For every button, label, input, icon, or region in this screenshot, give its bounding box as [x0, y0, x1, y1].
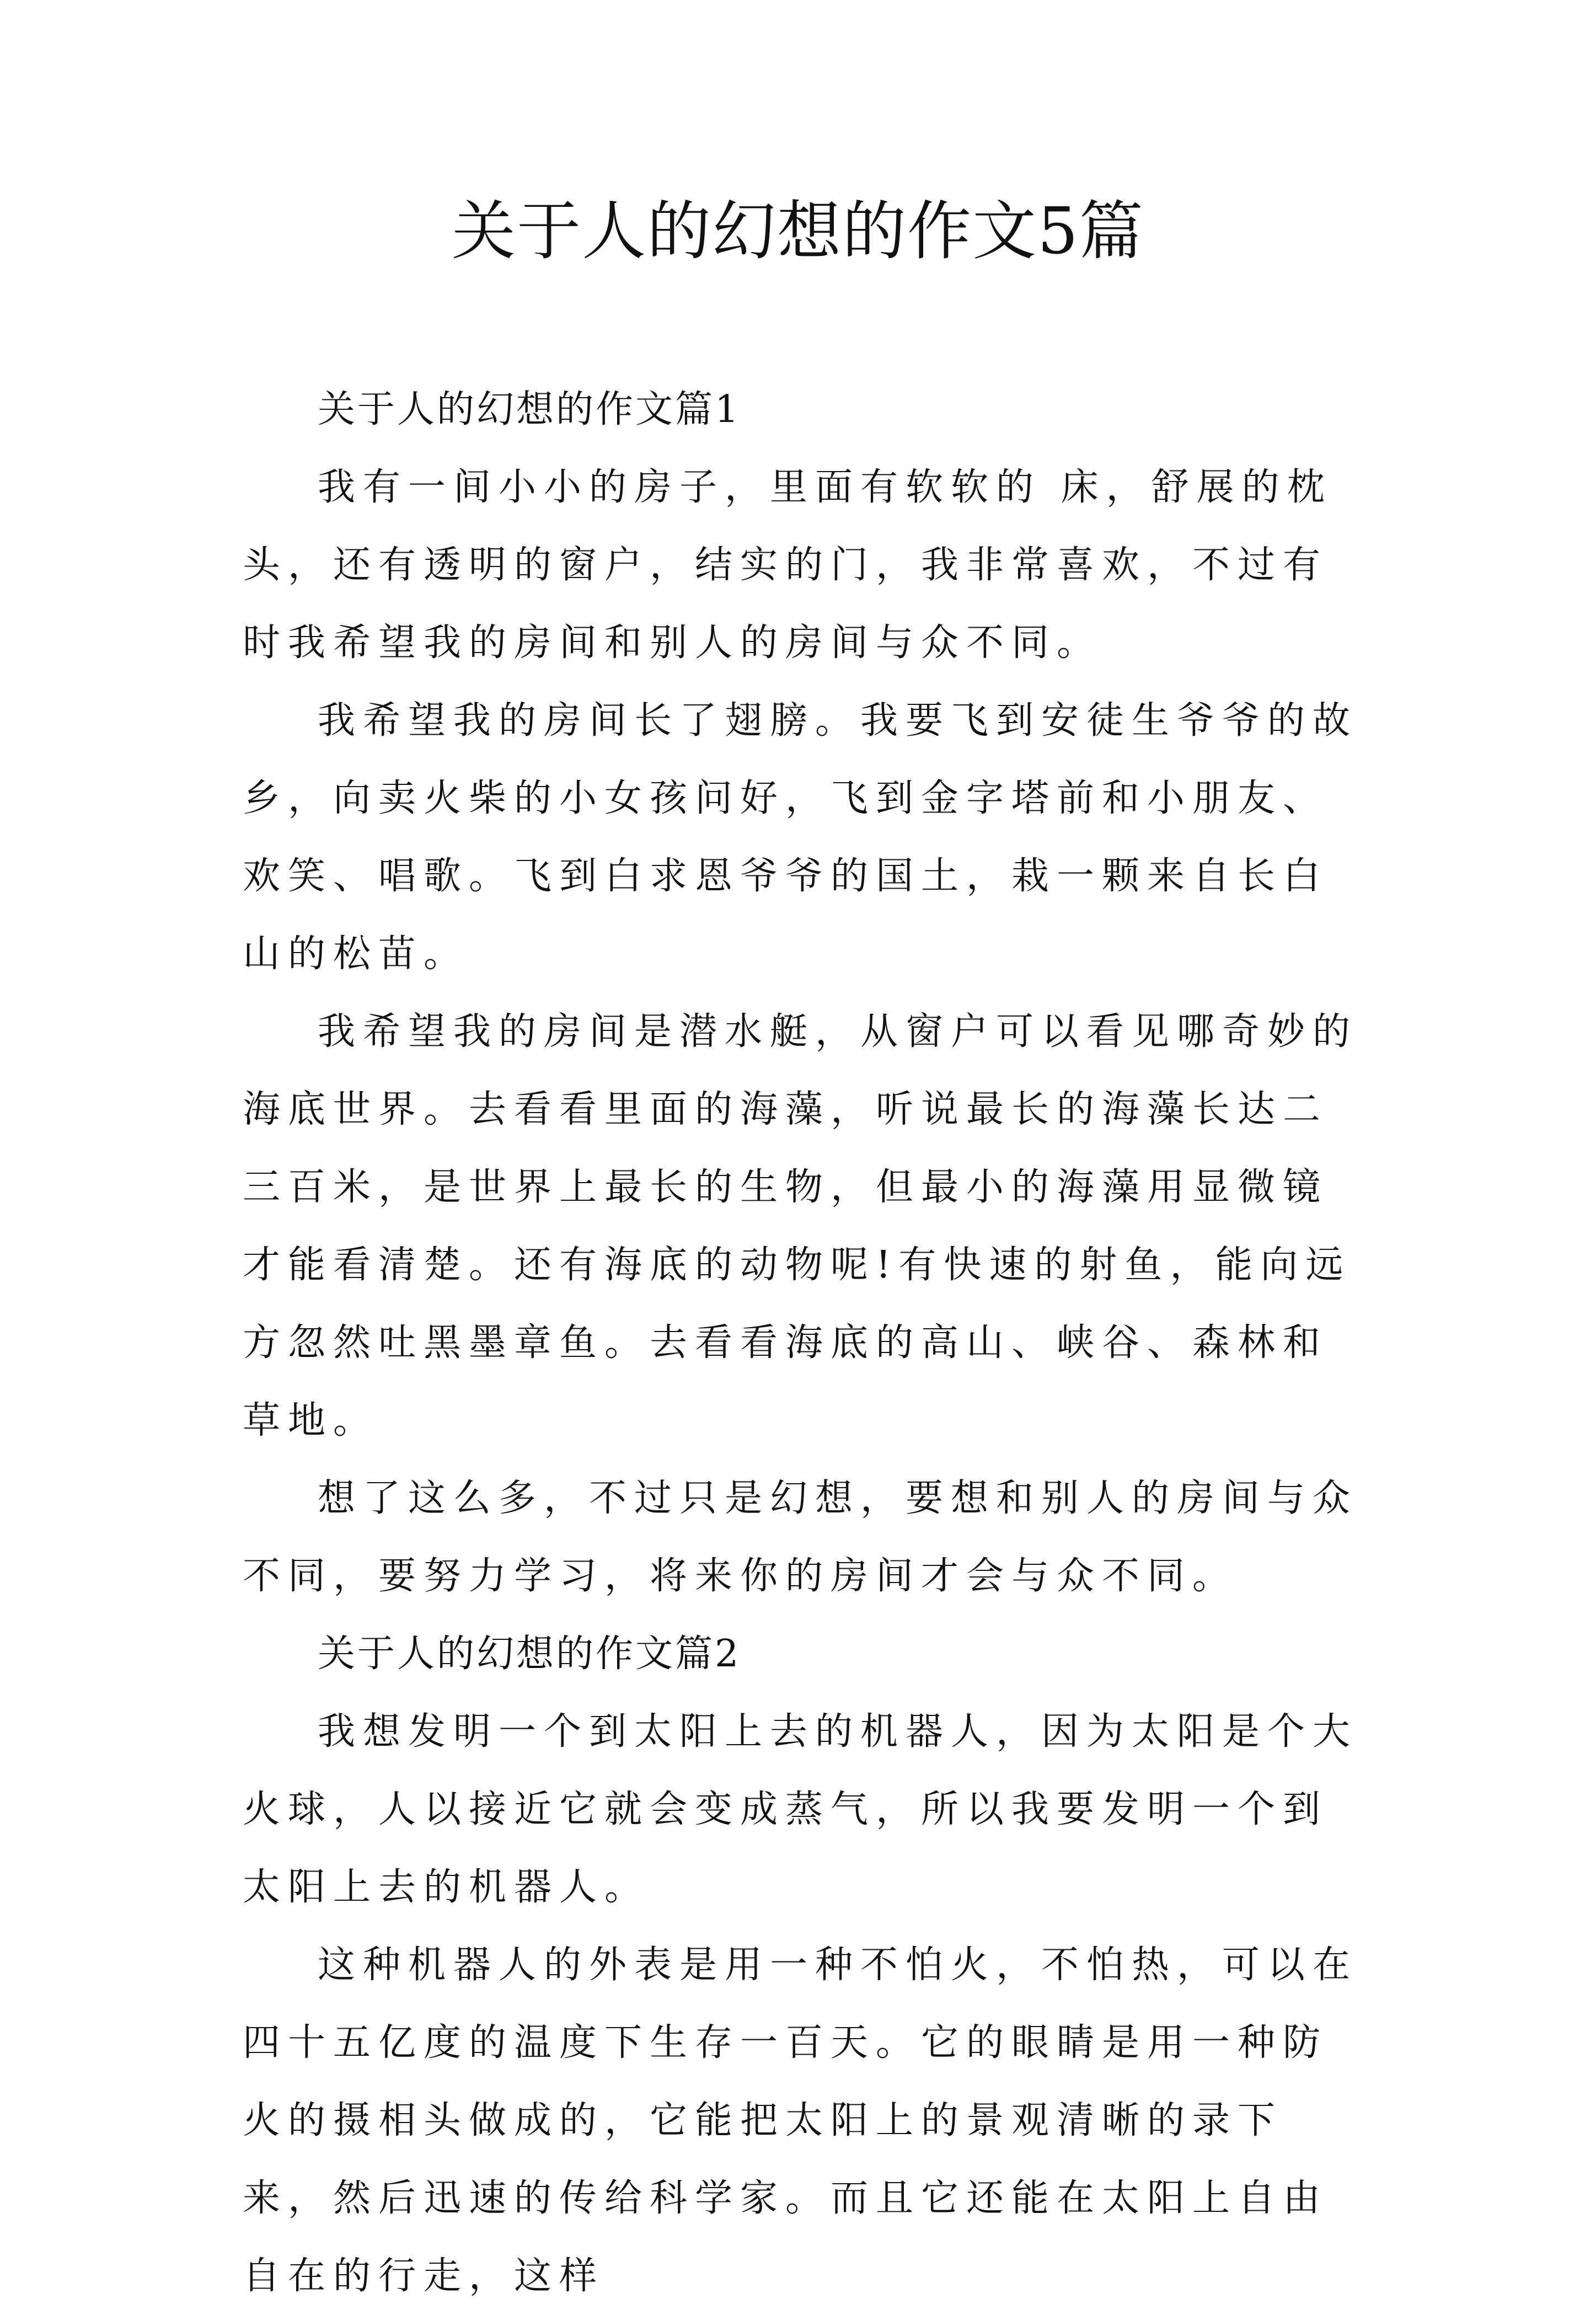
- document-title: 关于人的幻想的作文5篇: [452, 194, 1144, 269]
- paragraph: 想了这么多，不过只是幻想，要想和别人的房间与众不同，要努力学习，将来你的房间才会与众不同。: [243, 1477, 1358, 1598]
- paragraph: 我希望我的房间是潜水艇，从窗户可以看见哪奇妙的海底世界。去看看里面的海藻，听说最长的海藻长达二三百米，是世界上最长的生物，但最小的海藻用显微镜才能看清楚。还有海底的动物呢!有快速的射鱼，能向远方忽然吐黑墨章鱼。去看看海底的高山、峡谷、森林和草地。: [243, 1010, 1358, 1442]
- paragraph: 我有一间小小的房子，里面有软软的 床，舒展的枕头，还有透明的窗户，结实的门，我非常喜欢，不过有时我希望我的房间和别人的房间与众不同。: [243, 466, 1332, 665]
- paragraph: 我希望我的房间长了翅膀。我要飞到安徒生爷爷的故乡，向卖火柴的小女孩问好，飞到金字塔前和小朋友、欢笑、唱歌。飞到白求恩爷爷的国土，栽一颗来自长白山的松苗。: [243, 699, 1358, 976]
- section-heading-1: 关于人的幻想的作文篇1: [318, 388, 741, 431]
- section-heading-2: 关于人的幻想的作文篇2: [318, 1632, 741, 1676]
- document-body: [243, 371, 1368, 2315]
- paragraph: 这种机器人的外表是用一种不怕火，不怕热，可以在四十五亿度的温度下生存一百天。它的眼睛是用一种防火的摄相头做成的，它能把太阳上的景观清晰的录下来，然后迅速的传给科学家。而且它还能在太阳上自由自在的行走，这样: [243, 1943, 1358, 2298]
- paragraph: 我想发明一个到太阳上去的机器人，因为太阳是个大火球，人以接近它就会变成蒸气，所以我要发明一个到太阳上去的机器人。: [243, 1710, 1358, 1909]
